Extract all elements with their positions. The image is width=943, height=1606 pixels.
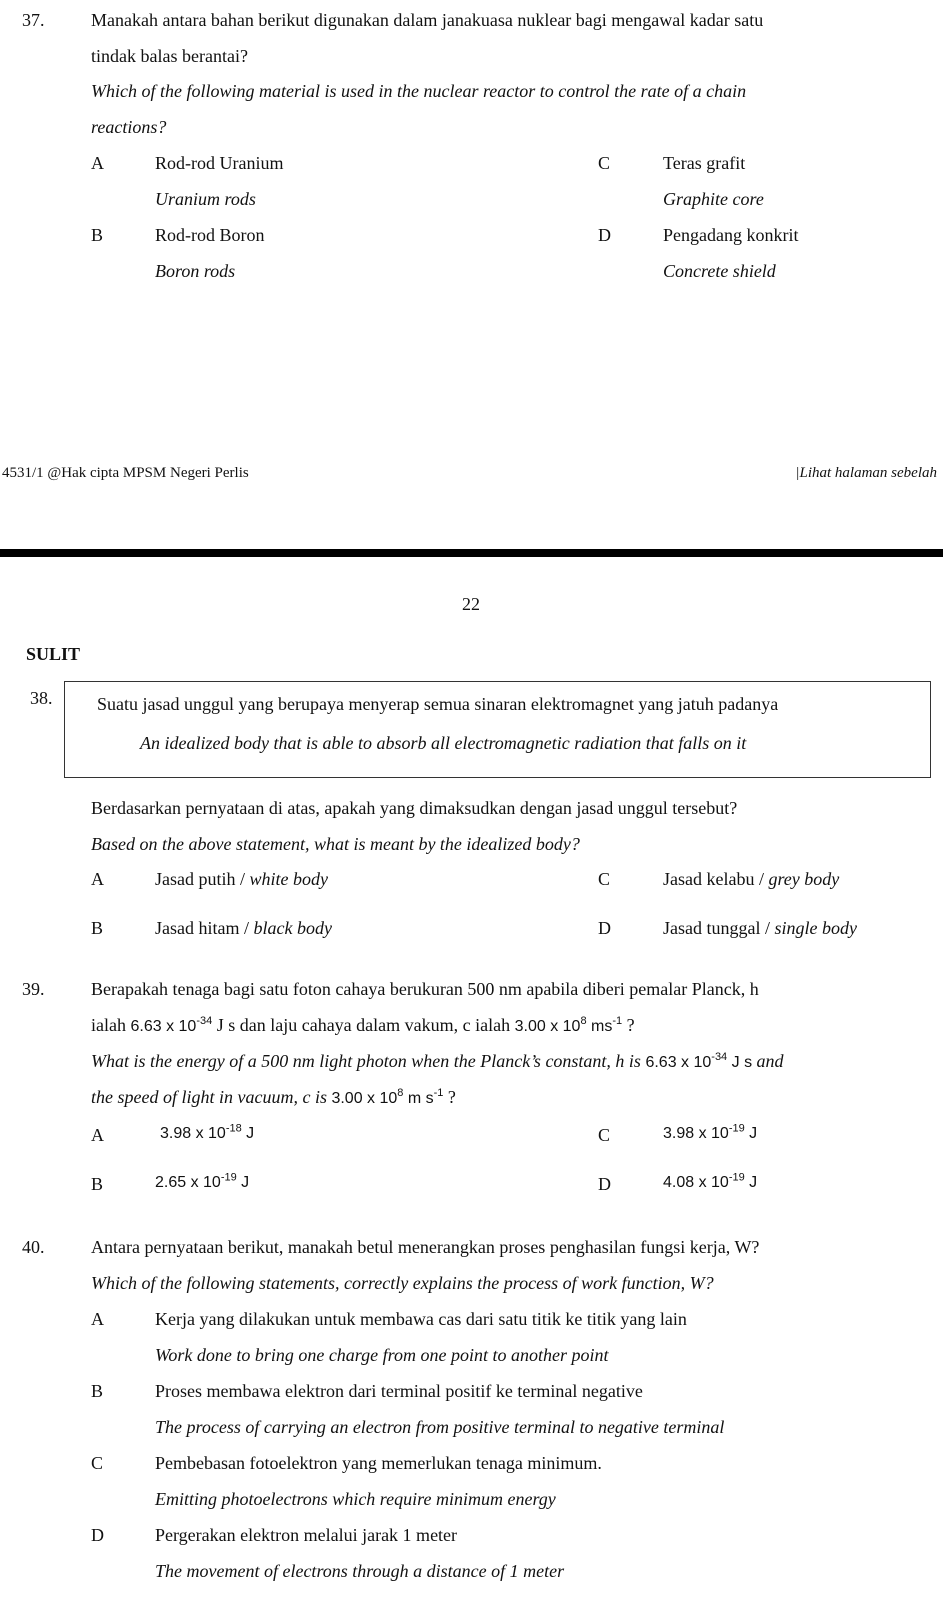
option-text-ms: Teras grafit bbox=[663, 153, 746, 173]
option-letter: B bbox=[91, 225, 104, 245]
option-letter: A bbox=[91, 1309, 104, 1329]
option-letter: D bbox=[91, 1525, 104, 1545]
option-text-en: Concrete shield bbox=[663, 261, 776, 281]
question-text-ms: Berapakah tenaga bagi satu foton cahaya berukuran 500 nm apabila diberi pemalar Planck, h bbox=[91, 979, 759, 999]
question-text-en: What is the energy of a 500 nm light photon when the Planck’s constant, h is 6.63 x $10^{-34}$ J s and bbox=[91, 1051, 784, 1071]
option-text-ms: Rod-rod Boron bbox=[155, 225, 265, 245]
question-text-en: Which of the following material is used in the nuclear reactor to control the rate of a chain bbox=[91, 81, 747, 101]
option-text-ms: Pembebasan fotoelektron yang memerlukan tenaga minimum. bbox=[155, 1453, 602, 1473]
question-text-ms: Manakah antara bahan berikut digunakan dalam janakuasa nuklear bagi mengawal kadar satu bbox=[91, 10, 764, 30]
statement-text-ms: Suatu jasad unggul yang berupaya menyerap semua sinaran elektromagnet yang jatuh padanya bbox=[97, 694, 779, 714]
option-text-ms: Pengadang konkrit bbox=[663, 225, 799, 245]
option-letter: D bbox=[598, 225, 611, 245]
option-text-en: The process of carrying an electron from positive terminal to negative terminal bbox=[155, 1417, 725, 1437]
option-text-en: Boron rods bbox=[155, 261, 236, 281]
option-text: Jasad hitam / black body bbox=[155, 918, 332, 938]
option-text-en: The movement of electrons through a distance of 1 meter bbox=[155, 1561, 565, 1581]
option-value: 4.08 x $10^{-19}$ J bbox=[663, 1171, 758, 1191]
footer-next-page: |Lihat halaman sebelah bbox=[795, 465, 937, 481]
option-letter: D bbox=[598, 1174, 611, 1194]
question-text-en: reactions? bbox=[91, 117, 167, 137]
option-letter: C bbox=[598, 1125, 611, 1145]
question-text-ms: Berdasarkan pernyataan di atas, apakah yang dimaksudkan dengan jasad unggul tersebut? bbox=[91, 798, 738, 818]
option-letter: C bbox=[598, 869, 611, 889]
option-value: 3.98 x $10^{-19}$ J bbox=[663, 1122, 758, 1142]
option-text-en: Emitting photoelectrons which require minimum energy bbox=[155, 1489, 556, 1509]
option-letter: B bbox=[91, 1174, 104, 1194]
option-letter: C bbox=[91, 1453, 104, 1473]
option-text-en: Work done to bring one charge from one point to another point bbox=[155, 1345, 609, 1365]
option-text: Jasad putih / white body bbox=[155, 869, 328, 889]
option-value: 3.98 x $10^{-18}$ J bbox=[160, 1122, 255, 1142]
option-text-en: Graphite core bbox=[663, 189, 764, 209]
option-text-ms: Kerja yang dilakukan untuk membawa cas dari satu titik ke titik yang lain bbox=[155, 1309, 687, 1329]
question-text-en: Based on the above statement, what is meant by the idealized body? bbox=[91, 834, 580, 854]
page-number: 22 bbox=[462, 594, 480, 614]
option-text-en: Uranium rods bbox=[155, 189, 256, 209]
question-number: 38. bbox=[30, 688, 53, 708]
question-number: 40. bbox=[22, 1237, 45, 1257]
option-value: 2.65 x $10^{-19}$ J bbox=[155, 1171, 250, 1191]
question-text-ms: ialah 6.63 x $10^{-34}$ J s dan laju cahaya dalam vakum, c ialah 3.00 x $10^8$ $ms^{-1}$ ? bbox=[91, 1015, 635, 1035]
option-letter: B bbox=[91, 1381, 104, 1401]
question-text-en: the speed of light in vacuum, c is 3.00 x $10^8$ m $s^{-1}$ ? bbox=[91, 1087, 456, 1107]
option-text-ms: Rod-rod Uranium bbox=[155, 153, 284, 173]
option-letter: D bbox=[598, 918, 611, 938]
sulit-label: SULIT bbox=[26, 644, 81, 664]
option-text-ms: Proses membawa elektron dari terminal positif ke terminal negative bbox=[155, 1381, 643, 1401]
question-text-ms: Antara pernyataan berikut, manakah betul menerangkan proses penghasilan fungsi kerja, W? bbox=[91, 1237, 760, 1257]
option-letter: A bbox=[91, 1125, 104, 1145]
statement-text-en: An idealized body that is able to absorb all electromagnetic radiation that falls on it bbox=[140, 733, 747, 753]
option-letter: B bbox=[91, 918, 104, 938]
option-text: Jasad kelabu / grey body bbox=[663, 869, 840, 889]
footer-copyright: 4531/1 @Hak cipta MPSM Negeri Perlis bbox=[2, 465, 249, 481]
option-letter: A bbox=[91, 869, 104, 889]
page-divider bbox=[0, 549, 943, 557]
question-number: 37. bbox=[22, 10, 45, 30]
question-number: 39. bbox=[22, 979, 45, 999]
option-letter: C bbox=[598, 153, 611, 173]
option-letter: A bbox=[91, 153, 104, 173]
option-text: Jasad tunggal / single body bbox=[663, 918, 857, 938]
question-text-ms: tindak balas berantai? bbox=[91, 46, 248, 66]
question-text-en: Which of the following statements, correctly explains the process of work function, W? bbox=[91, 1273, 714, 1293]
option-text-ms: Pergerakan elektron melalui jarak 1 meter bbox=[155, 1525, 458, 1545]
